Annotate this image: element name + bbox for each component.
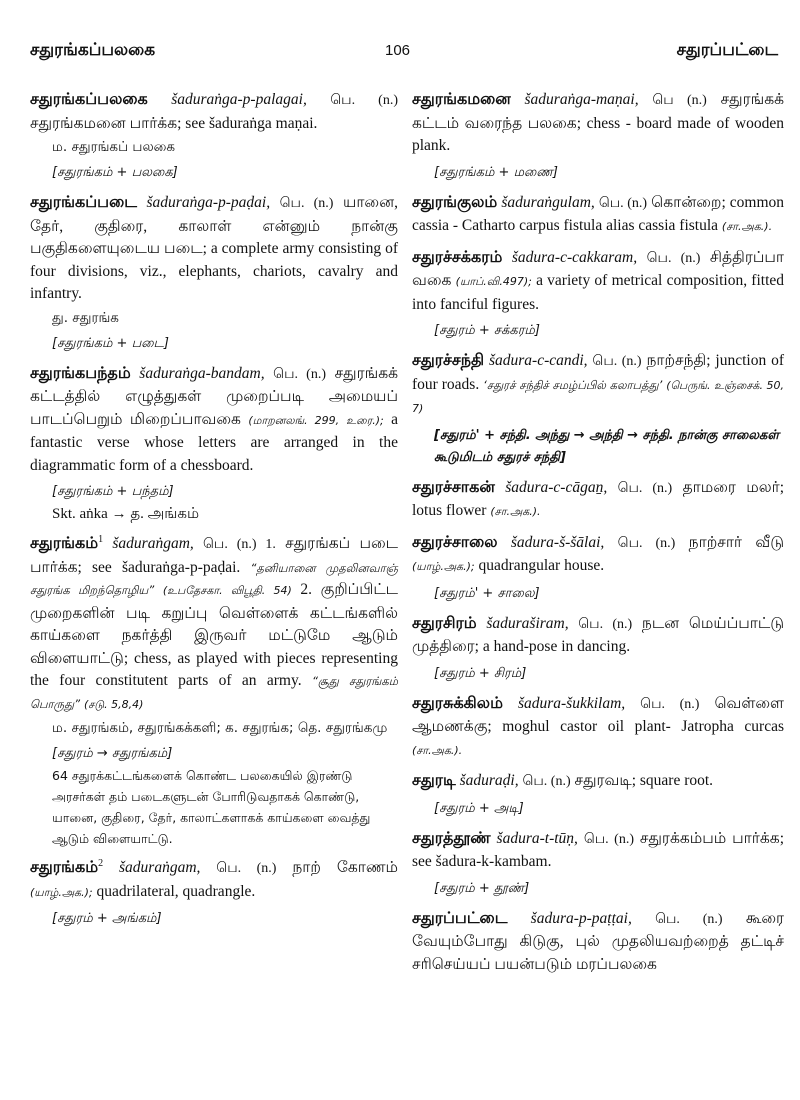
entry-saduranga-bandam [30, 362, 398, 526]
grammar-tag: பெ. (n.) [578, 616, 633, 632]
entry-sadura-t-tun [412, 827, 784, 900]
definition-english: quadrangular house. [478, 557, 605, 574]
etymology: [சதுரங்கம் + படை] [52, 335, 169, 351]
grammar-tag: பெ. (n.) [592, 354, 642, 369]
definition: தாமரை மலர்; lotus flower [412, 478, 785, 519]
page-header [30, 40, 778, 70]
headword: சதுரங்குலம் [412, 191, 498, 211]
definition: சதுரங்கக் கட்டம் வரைந்த பலகை; chess - board made of wooden plank. [412, 91, 785, 154]
definition-english: a variety of metrical composition, fitted into fanciful figures. [412, 272, 785, 313]
etymology: [சதுரம் + சக்கரம்] [434, 323, 540, 338]
entry-saduranga-p-palagai [30, 88, 398, 184]
transliteration: šaduraṅgulam, [501, 193, 595, 211]
grammar-tag: பெ. (n.) [640, 696, 700, 712]
right-column [412, 88, 784, 983]
definition: சதுரங்கப் படை பார்க்க; see šaduraṅga-p-paḍai. [30, 535, 398, 576]
etymology: [சதுரம் + தூண்] [434, 880, 530, 896]
etymology: [சதுரம் + சிரம்] [434, 665, 527, 681]
transliteration: šaduraṅgam, [119, 859, 201, 876]
grammar-tag: பெ. (n.) [646, 250, 701, 266]
definition: சதுரக்கம்பம் பார்க்க; see šadura-k-kambam. [412, 829, 785, 870]
transliteration: šadura-t-tūṇ, [496, 829, 578, 847]
transliteration: šadura-c-candi, [488, 352, 588, 369]
headword: சதுரச்சாலை [412, 531, 498, 551]
homonym-number: 1 [98, 533, 104, 545]
grammar-tag: பெ. (n.) 1. [203, 537, 276, 552]
quotation-2: “சூது சதுரங்கம் பொருது” [30, 674, 398, 711]
entry-saduranga-manai [412, 88, 784, 184]
definition: வெள்ளை ஆமணக்கு; moghul castor oil plant- Jatropha curcas [412, 694, 785, 735]
cognates: ம. சதுரங்கப் பலகை [52, 139, 176, 155]
citation-2: (சடு. 5,8,4) [83, 697, 144, 711]
citation: (யாழ்.அக.); [30, 885, 93, 899]
headword: சதுரங்கப்பலகை [30, 89, 148, 108]
grammar-tag: பெ. (n.) [216, 861, 277, 876]
etymology: [சதுரம்' + சாலை] [434, 585, 540, 601]
etymology: [சதுரம் + அங்கம்] [52, 911, 162, 926]
grammar-tag: பெ. (n.) [273, 366, 327, 382]
header-left-guide-word: சதுரங்கப்பலகை [30, 40, 156, 60]
transliteration: šaduraṅga-p-paḍai, [146, 194, 271, 211]
grammar-tag: பெ. (n.) [617, 535, 676, 551]
entry-sadurangulam [412, 191, 784, 239]
transliteration: šaduraṅga-bandam, [139, 364, 265, 382]
headword: சதுரப்பட்டை [412, 907, 508, 927]
transliteration: šadura-c-cakkaram, [511, 248, 638, 266]
headword: சதுரங்கபந்தம் [30, 362, 131, 382]
headword: சதுரசிரம் [412, 612, 477, 632]
page-number: 106 [385, 42, 411, 59]
definition: சதுரங்கக் கட்டத்தில் எழுத்துகள் முறைப்படி அமையப் பாடப்பெறும் மிறைப்பாவகை [30, 364, 399, 428]
definition: கூரை வேயும்போது கிடுகு, புல் முதலியவற்றைத் தட்டிச் சரிசெய்யப் பயன்படும் மரப்பலகை [412, 909, 785, 973]
transliteration: šaduraṅga-p-palagai, [171, 91, 307, 108]
grammar-tag: பெ. (n.) [583, 831, 634, 847]
entry-sadurangam-1 [30, 532, 398, 849]
headword: சதுரடி [412, 770, 456, 789]
definition: நாற்சந்தி; junction of four roads. [412, 352, 785, 393]
grammar-tag: பெ. (n.) [522, 774, 571, 789]
headword: சதுரங்கம் [30, 857, 99, 876]
etymology: [சதுரங்கம் + பந்தம்] [52, 484, 174, 499]
transliteration: šadura-c-cāgaṉ, [505, 478, 608, 496]
citation: (யாழ்.அக.); [412, 560, 475, 573]
cognates: து. சதுரங்க [52, 309, 119, 326]
homonym-number: 2 [98, 857, 104, 869]
definition: சதுரவடி; square root. [574, 772, 714, 789]
headword: சதுரங்கமனை [412, 89, 511, 108]
etymology: [சதுரங்கம் + பலகை] [52, 165, 178, 180]
transliteration: šaduraṅga-maṇai, [524, 91, 639, 108]
citation: (சா.அக.). [721, 220, 773, 233]
entry-sadura-c-candi [412, 349, 784, 469]
transliteration: šadura-šukkilam, [517, 694, 626, 712]
headword: சதுரங்கப்படை [30, 192, 137, 211]
citation: (சா.அக.). [490, 505, 541, 518]
transliteration: šadura-š-šālai, [510, 533, 605, 551]
headword: சதுரசுக்கிலம் [412, 692, 503, 712]
entry-sadura-c-cagan [412, 476, 784, 524]
grammar-tag: பெ. (n.) [279, 196, 334, 211]
definition: சதுரங்கமனை பார்க்க; see šaduraṅga maṇai. [30, 114, 318, 132]
explanatory-note: 64 சதுரக்கட்டங்களைக் கொண்ட பலகையில் இரண்டு அரசர்கள் தம் படைகளுடன் போரிடுவதாகக் கொண்டு, யானை, குதிரை, தேர், காலாட்களாகக் காய்களை வைத்து ஆடும் விளையாட்டு. [52, 768, 371, 846]
entry-saduradi [412, 769, 784, 820]
entry-sadura-s-salai [412, 531, 784, 605]
quotation: “தனியானை முதலினவாஞ் சதுரங்க மிறந்தொழிய” [30, 560, 398, 597]
entry-sadurangam-2 [30, 856, 398, 930]
definition: யானை, தேர், குதிரை, காலாள் என்னும் நான்கு பகுதிகளையுடைய படை; a complete army consisting of four divisions, viz., elephants, chariots, cavalry and infantry. [30, 194, 398, 302]
definition: சித்திரப்பா வகை [412, 248, 785, 289]
etymology: [சதுரம் + அடி] [434, 800, 524, 816]
definition: நாற் கோணம் [292, 859, 399, 876]
transliteration: šadura-p-paṭṭai, [530, 909, 632, 927]
headword: சதுரத்தூண் [412, 827, 491, 847]
citation: (பெருங். உஞ்சைக். 50, 7) [412, 378, 785, 415]
cognates: ம. சதுரங்கம், சதுரங்கக்களி; க. சதுரங்க; தெ. சதுரங்கமு [52, 720, 388, 736]
etymology: [சதுரம்' + சந்தி. அந்து → அந்தி → சந்தி. நான்கு சாலைகள் கூடுமிடம் சதுரச் சந்தி] [434, 427, 780, 465]
source-note: Skt. aṅka → த. அங்கம் [52, 506, 200, 522]
etymology: [சதுரம் → சதுரங்கம்] [52, 746, 173, 761]
definition: கொன்றை; common cassia - Catharto carpus fistula alias cassia fistula [412, 193, 785, 234]
entry-sadura-p-pattai [412, 907, 784, 977]
citation: (உபதேசகா. விபூதி. 54) [162, 584, 292, 597]
definition-english: quadrilateral, quadrangle. [96, 882, 256, 900]
entry-saduranga-p-padai [30, 191, 398, 355]
definition: நடன மெய்ப்பாட்டு முத்திரை; a hand-pose in dancing. [412, 614, 785, 655]
headword: சதுரச்சந்தி [412, 350, 485, 369]
entry-sadura-sukkilam [412, 692, 784, 763]
definition-english: a fantastic verse whose letters are arranged in the diagrammatic form of a chessboard. [30, 410, 399, 474]
grammar-tag: பெ (n.) [652, 93, 707, 108]
transliteration: šaduraṅgam, [112, 535, 194, 552]
citation: (மாறனலங். 299, உரை.); [248, 413, 384, 427]
headword: சதுரச்சாகன் [412, 476, 495, 496]
left-column [30, 88, 398, 937]
entry-sadura-c-cakkaram [412, 246, 784, 343]
entry-sadurasiram [412, 612, 784, 685]
citation: (யாப்.வி.497); [455, 275, 532, 288]
grammar-tag: பெ. (n.) [330, 93, 399, 108]
definition-2: 2. குறிப்பிட்ட முறைகளின் படி கறுப்பு வெள்ளைக் கட்டங்களில் காய்களை நகர்த்தி இருவர் மட்டுமே ஆடும் விளையாட்டு; chess, as played with pieces representing the four constitutent parts of an army. [30, 581, 398, 689]
transliteration: šaduraḍi, [459, 772, 519, 789]
header-right-guide-word: சதுரப்பட்டை [676, 40, 778, 60]
grammar-tag: பெ. (n.) [598, 195, 648, 211]
quotation: ‘சதுரச் சந்திச் சமழ்ப்பில் கலாபத்து’ [483, 377, 663, 392]
etymology: [சதுரங்கம் + மணை] [434, 164, 558, 180]
definition: நாற்சார் வீடு [688, 533, 785, 551]
transliteration: šaduraširam, [486, 614, 569, 632]
headword: சதுரச்சக்கரம் [412, 246, 503, 266]
headword: சதுரங்கம் [30, 533, 99, 552]
grammar-tag: பெ. (n.) [655, 911, 723, 927]
grammar-tag: பெ. (n.) [617, 480, 673, 496]
citation: (சா.அக.). [412, 743, 463, 757]
